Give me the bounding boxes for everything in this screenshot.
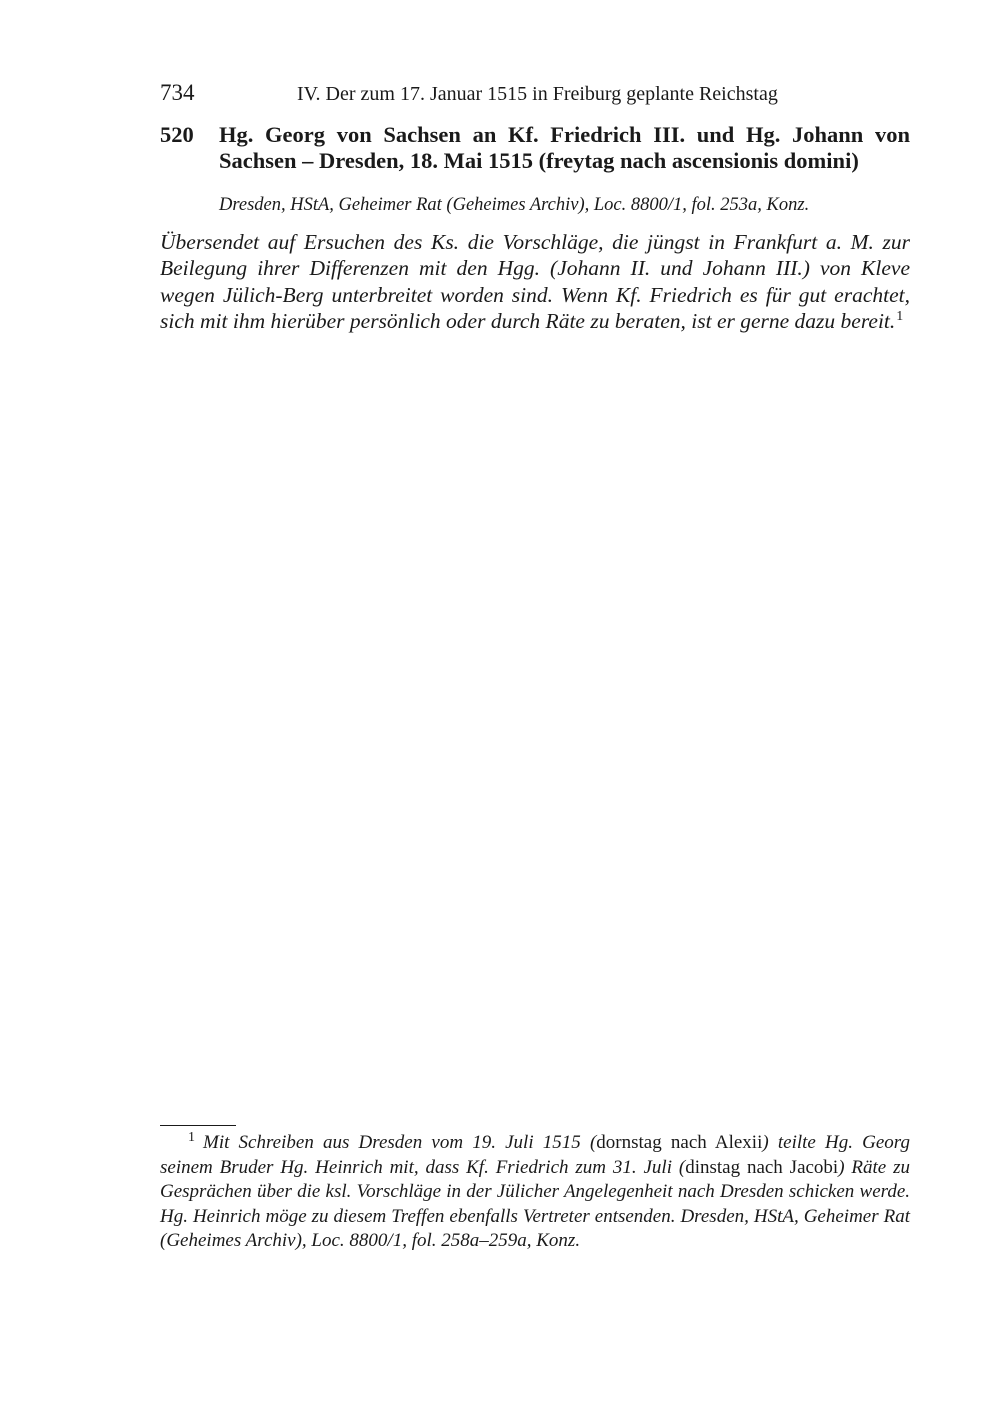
regest-text: Übersendet auf Ersuchen des Ks. die Vorschläge, die jüngst in Frankfurt a. M. zur Beilegung ihrer Differenzen mit den Hgg. (Johann II. und Johann III.) von Kleve wegen Jülich-Berg unterbreitet worden sind. Wenn Kf. Friedrich es für gut erachtet, sich mit ihm hierüber persönlich oder durch Räte zu beraten, ist er gerne dazu bereit. — [160, 230, 910, 333]
running-head — [160, 80, 910, 110]
footnote-reference: 1 — [896, 308, 904, 324]
footnote — [160, 1131, 910, 1254]
footnote-text-part: Mit Schreiben aus Dresden vom 19. Juli 1515 ( — [203, 1132, 597, 1153]
footnote-divider — [160, 1125, 236, 1126]
regest-paragraph — [160, 229, 910, 334]
running-title: IV. Der zum 17. Januar 1515 in Freiburg geplante Reichstag — [297, 83, 778, 105]
document-number: 520 — [160, 122, 194, 147]
footnote-date-phrase: dornstag nach Alexii — [596, 1132, 763, 1153]
archival-source: Dresden, HStA, Geheimer Rat (Geheimes Archiv), Loc. 8800/1, fol. 253a, Konz. — [219, 195, 810, 215]
footnote-date-phrase: dinstag nach Jacobi — [685, 1156, 839, 1178]
footnote-number: 1 — [188, 1129, 195, 1145]
page-number: 734 — [160, 80, 195, 105]
footnote-text-part: ) teilte Hg. Georg seinem Bruder Hg. Heinrich mit, dass Kf. Friedrich zum 31. Juli ( — [160, 1132, 910, 1178]
footnote-text-part: ) Räte zu Gesprächen über die ksl. Vorschläge in der Jülicher Angelegenheit nach Dresden schicken werde. Hg. Heinrich möge zu diesem Treffen ebenfalls Vertreter entsenden. Dresden, HStA, Geheimer Rat (Geheimes Archiv), Loc. 8800/1, fol. 258a–259a, Konz. — [160, 1156, 910, 1252]
document-title: Hg. Georg von Sachsen an Kf. Friedrich III. und Hg. Johann von Sachsen – Dresden, 18. Mai 1515 (freytag nach ascensionis domini) — [219, 122, 910, 173]
